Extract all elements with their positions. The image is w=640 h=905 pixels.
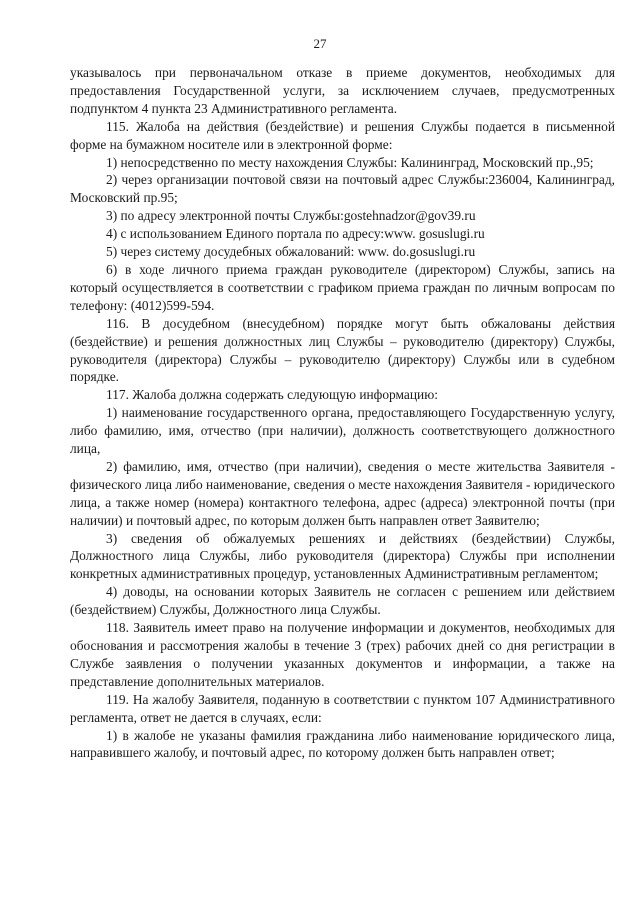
page-number: 27 <box>313 36 327 51</box>
paragraph: 3) сведения об обжалуемых решениях и действиях (бездействии) Службы, Должностного лица Службы, либо руководителя (директора) Службы при исполнении конкретных административных процедур, установленных Административным регламентом; <box>70 530 615 582</box>
paragraph: 5) через систему досудебных обжалований: www. do.gosuslugi.ru <box>106 244 476 260</box>
paragraph: 1) наименование государственного органа, предоставляющего Государственную услугу, либо фамилию, имя, отчество (при наличии), должность соответствующего должностного лица, <box>70 405 615 457</box>
paragraph: 1) в жалобе не указаны фамилия гражданина либо наименование юридического лица, направившего жалобу, и почтовый адрес, по которому должен быть направлен ответ; <box>70 727 615 761</box>
paragraph: 118. Заявитель имеет право на получение информации и документов, необходимых для обоснования и рассмотрения жалобы в течение 3 (трех) рабочих дней со дня регистрации в Службе заявления о получении указанных документов и информации, а также на представление дополнительных материалов. <box>70 620 615 689</box>
paragraph: 119. На жалобу Заявителя, поданную в соответствии с пунктом 107 Административного регламента, ответ не дается в случаях, если: <box>70 691 615 725</box>
paragraph: указывалось при первоначальном отказе в приеме документов, необходимых для предоставления Государственной услуги, за исключением случаев, предусмотренных подпунктом 4 пункта 23 Административного регламента. <box>70 65 615 116</box>
paragraph: 4) с использованием Единого портала по адресу:www. gosuslugi.ru <box>106 226 485 242</box>
paragraph: 115. Жалоба на действия (бездействие) и решения Службы подается в письменной форме на бумажном носителе или в электронной форме: <box>70 118 615 152</box>
paragraph: 3) по адресу электронной почты Службы:gostehnadzor@gov39.ru <box>106 208 476 224</box>
paragraph: 117. Жалоба должна содержать следующую информацию: <box>106 387 438 403</box>
paragraph: 1) непосредственно по месту нахождения Службы: Калининград, Московский пр.,95; <box>106 154 594 170</box>
document-body <box>70 64 615 762</box>
paragraph: 116. В досудебном (внесудебном) порядке могут быть обжалованы действия (бездействие) и решения должностных лиц Службы – руководителю (директору) Службы, руководителя (директора) Службы – руководителю (директору) Службы или в судебном порядке. <box>70 315 615 385</box>
paragraph: 2) через организации почтовой связи на почтовый адрес Службы:236004, Калининград, Московский пр.95; <box>70 172 615 206</box>
paragraph: 6) в ходе личного приема граждан руководителе (директором) Службы, запись на который осуществляется в соответствии с графиком приема граждан по личным вопросам по телефону: (4012)599-594. <box>70 261 615 313</box>
paragraph: 4) доводы, на основании которых Заявитель не согласен с решением или действием (бездействием) Службы, Должностного лица Службы. <box>70 584 615 618</box>
paragraph: 2) фамилию, имя, отчество (при наличии), сведения о месте жительства Заявителя - физического лица либо наименование, сведения о месте нахождения Заявителя - юридического лица, а также номер (номера) контактного телефона, адрес (адреса) электронной почты (при наличии) и почтовый адрес, по которым должен быть направлен ответ Заявителю; <box>70 458 615 528</box>
